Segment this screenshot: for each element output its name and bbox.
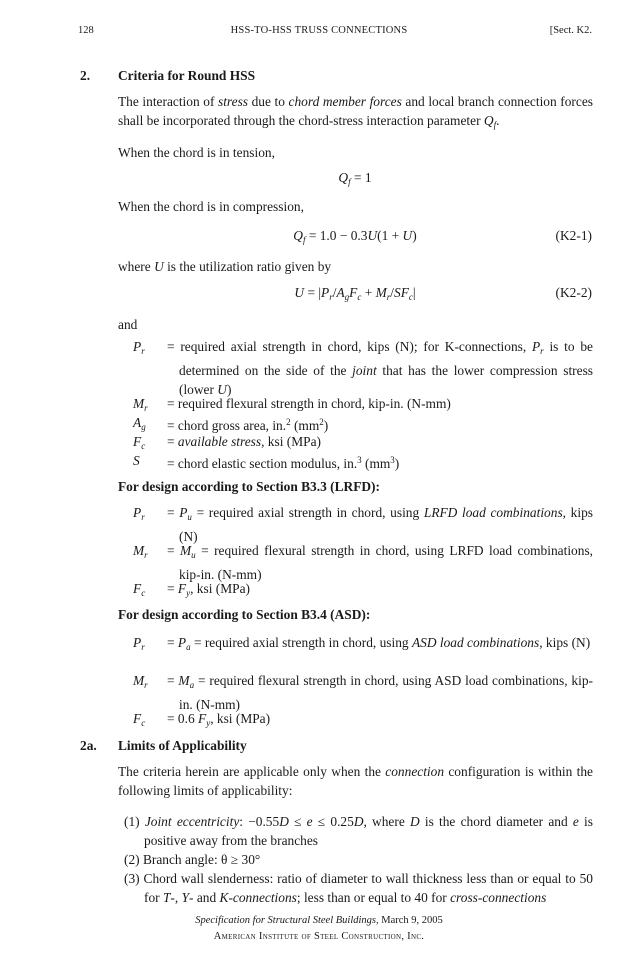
asd-mr: $M_r$ = $M_a$ = required flexural strength in chord, using ASD load combinations, kip-in. (N-mm)	[133, 673, 593, 712]
section-reference: [Sect. K2.	[549, 25, 592, 36]
lrfd-heading: For design according to Section B3.3 (LRFD):	[118, 479, 380, 494]
page-number: 128	[78, 25, 94, 36]
lrfd-fc: $F_c$ = $F_y$, ksi (MPa)	[133, 581, 250, 598]
where-text: where U is the utilization ratio given by	[118, 259, 332, 274]
section-title: Criteria for Round HSS	[118, 68, 256, 83]
asd-pr: $P_r$ = $P_a$ = required axial strength in chord, using ASD load combinations, kips (N)	[133, 635, 591, 652]
lrfd-mr: $M_r$ = $M_u$ = required flexural strength in chord, using LRFD load combinations, kip-in. (N-mm)	[133, 543, 594, 582]
lrfd-pr: $P_r$ = $P_u$ = required axial strength in chord, using LRFD load combinations, kips (N)	[133, 505, 593, 544]
running-title: HSS-TO-HSS TRUSS CONNECTIONS	[230, 25, 408, 36]
asd-heading: For design according to Section B3.4 (ASD):	[118, 607, 371, 622]
section-number: 2.	[80, 68, 91, 83]
compression-text: When the chord is in compression,	[118, 199, 304, 214]
equation-number-k2-1: (K2-1)	[555, 228, 592, 243]
equation-k2-1: $Q_f = 1.0 - 0.3U(1 + U)$	[293, 228, 417, 245]
limit-1: (1) Joint eccentricity: −0.55D ≤ e ≤ 0.25D, where D is the chord diameter and e is positive away from the branches	[124, 814, 593, 848]
limit-2: (2) Branch angle: θ ≥ 30°	[124, 852, 261, 867]
asd-fc: $F_c$ = 0.6 $F_y$, ksi (MPa)	[133, 711, 271, 728]
tension-text: When the chord is in tension,	[118, 145, 275, 160]
equation-k2-2: $U = |P_r/A_gF_c + M_r/SF_c|$	[294, 285, 416, 302]
chord-stress-parameter: $Q_f$	[483, 113, 497, 130]
footer-line-1: Specification for Structural Steel Buildings, March 9, 2005	[195, 915, 443, 926]
limits-intro: The criteria herein are applicable only when the connection configuration is within the following limits of applicability:	[118, 764, 593, 798]
equation-tension: $Q_f = 1$	[338, 170, 372, 187]
definition-mr: $M_r$ = required flexural strength in chord, kip-in. (N-mm)	[133, 396, 451, 413]
equation-number-k2-2: (K2-2)	[555, 285, 592, 300]
definition-fc: $F_c$ = available stress, ksi (MPa)	[133, 434, 321, 451]
and-text: and	[118, 317, 138, 332]
section-2a-number: 2a.	[80, 738, 97, 753]
intro-paragraph: The interaction of stress due to chord member forces and local branch connection forces shall be incorporated through the chord-stress interaction parameter $Q_f$.	[118, 94, 593, 130]
definition-pr: $P_r$ = required axial strength in chord, kips (N); for K-connections, $P_r$ is to be determined on the side of the joint that has the lower compression stress (lower U)	[133, 339, 593, 397]
footer-line-2: American Institute of Steel Construction, Inc.	[213, 931, 425, 942]
definition-s: S = chord elastic section modulus, in.$^3$ $(mm^3)$	[133, 453, 400, 471]
definition-ag: $A_g$ = chord gross area, in.$^2$ $(mm^2)$	[133, 415, 329, 433]
limit-3: (3) Chord wall slenderness: ratio of diameter to wall thickness less than or equal to 50 for T-, Y- and K-connections; less than or equal to 40 for cross-connections	[124, 871, 593, 905]
section-2a-title: Limits of Applicability	[118, 738, 247, 753]
